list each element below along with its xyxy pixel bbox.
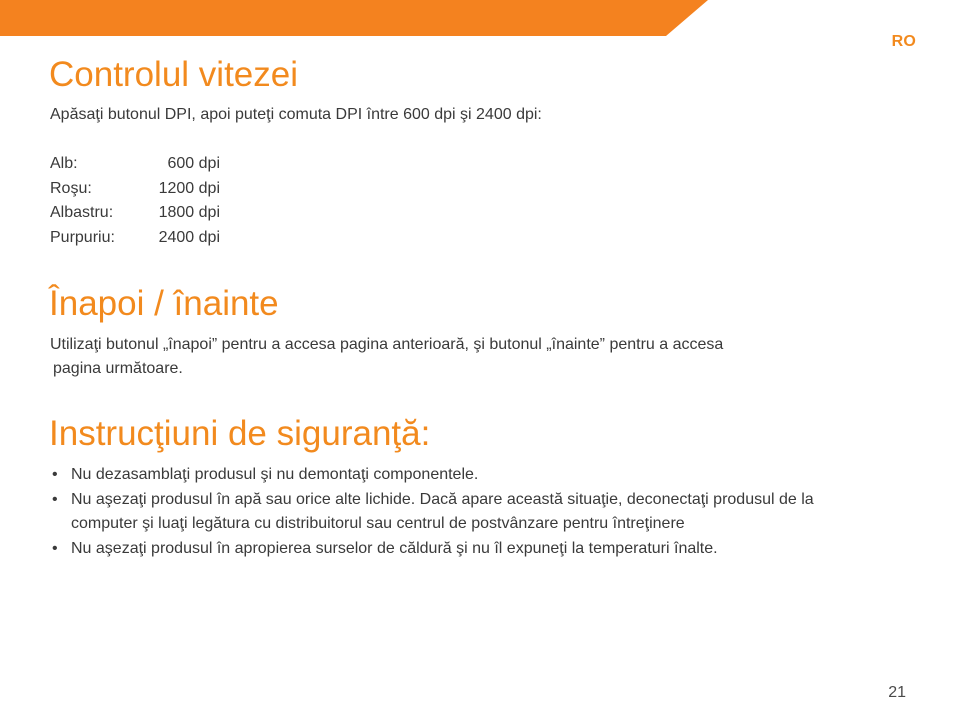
section-title-safety: Instrucţiuni de siguranţă: bbox=[49, 414, 431, 453]
safety-item-text: Nu dezasamblaţi produsul şi nu demontaţi componentele. bbox=[71, 466, 479, 483]
header-band bbox=[0, 0, 954, 36]
dpi-color-label: Albastru: bbox=[50, 204, 114, 221]
dpi-levels-table bbox=[50, 152, 220, 250]
dpi-row bbox=[50, 152, 220, 177]
section-title-speed-control: Controlul vitezei bbox=[49, 55, 298, 94]
list-item bbox=[50, 537, 850, 562]
page-number: 21 bbox=[888, 684, 906, 701]
back-forward-description bbox=[50, 333, 850, 381]
language-tag: RO bbox=[891, 33, 916, 50]
dpi-value: 2400 dpi bbox=[158, 228, 220, 246]
bullet-icon: • bbox=[52, 466, 58, 483]
dpi-row bbox=[50, 177, 220, 202]
list-item bbox=[50, 488, 850, 537]
header-band-shape bbox=[0, 0, 708, 36]
dpi-value: 600 dpi bbox=[167, 155, 220, 172]
safety-item-text: Nu aşezaţi produsul în apropierea surselor de căldură şi nu îl expuneţi la temperaturi înalte. bbox=[71, 539, 718, 557]
dpi-value: 1800 dpi bbox=[158, 204, 220, 221]
safety-item-text: Nu aşezaţi produsul în apă sau orice alte lichide. Dacă apare această situaţie, deconectaţi produsul de la computer şi luaţi legătura cu distribuitorul sau centrul de postvânzare pentru întreţinere bbox=[71, 490, 814, 532]
speed-control-description: Apăsaţi butonul DPI, apoi puteţi comuta DPI între 600 dpi şi 2400 dpi: bbox=[50, 106, 542, 123]
list-item bbox=[50, 463, 850, 488]
dpi-color-label: Roşu: bbox=[50, 179, 92, 197]
back-forward-description-line1: Utilizaţi butonul „înapoi” pentru a accesa pagina anterioară, şi butonul „înainte” pentru a accesa bbox=[50, 336, 724, 353]
dpi-color-label: Alb: bbox=[50, 155, 78, 172]
dpi-row bbox=[50, 201, 220, 226]
safety-instructions-list bbox=[50, 463, 850, 561]
dpi-row bbox=[50, 226, 220, 251]
bullet-icon: • bbox=[52, 490, 58, 508]
bullet-icon: • bbox=[52, 539, 58, 557]
dpi-color-label: Purpuriu: bbox=[50, 228, 115, 246]
back-forward-description-line2: pagina următoare. bbox=[53, 360, 183, 377]
dpi-value: 1200 dpi bbox=[158, 179, 220, 197]
section-title-back-forward: Înapoi / înainte bbox=[49, 284, 279, 323]
